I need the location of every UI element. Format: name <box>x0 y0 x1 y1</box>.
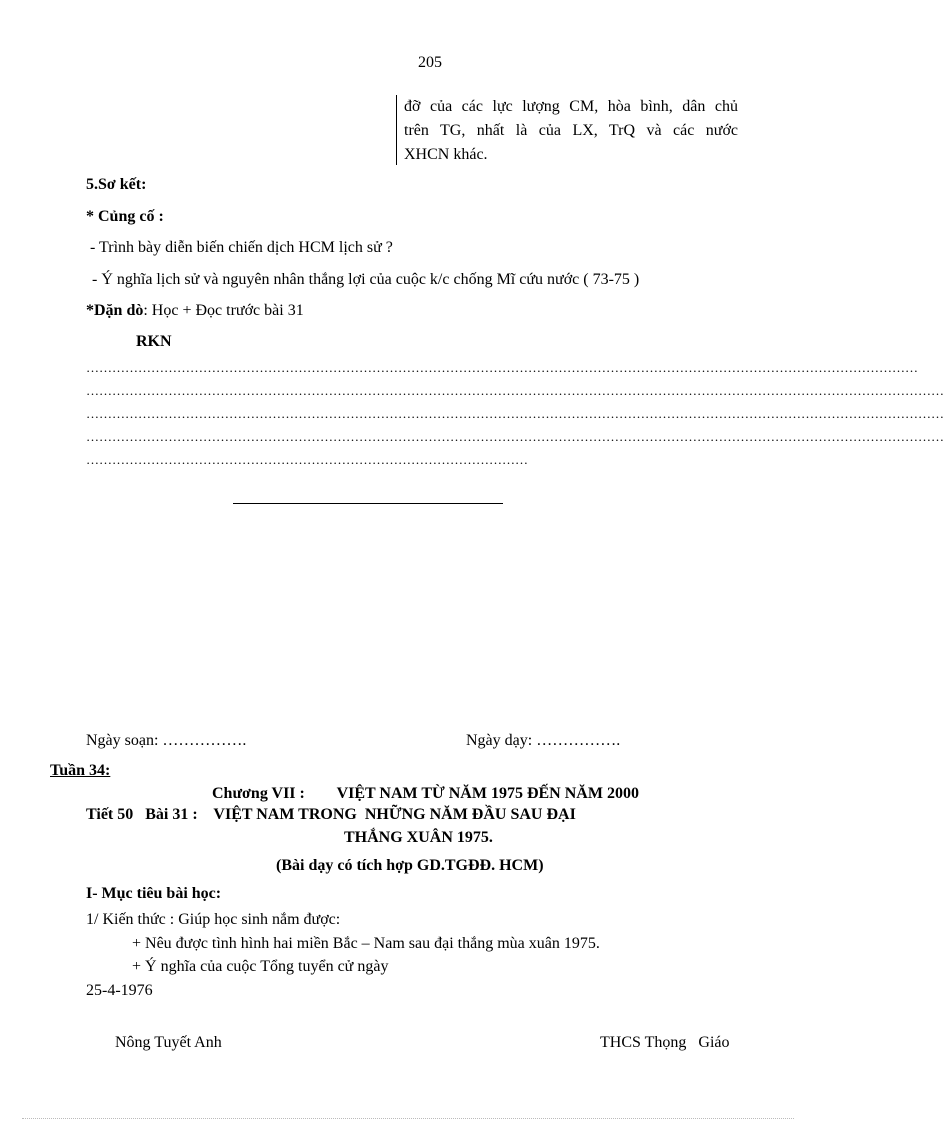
rkn-line-3: ……………………………………………………………………………………………………………………………………………………………………………… <box>86 406 944 421</box>
ngay-soan: Ngày soạn: ……………. <box>86 732 247 749</box>
ngay-day: Ngày dạy: ……………. <box>466 732 621 749</box>
footer-school: THCS Thọng Giáo <box>600 1034 730 1051</box>
homework <box>86 302 304 320</box>
objectives-heading: I- Mục tiêu bài học: <box>86 885 222 902</box>
section-divider <box>233 503 503 504</box>
rkn-line-4: ……………………………………………………………………………………………………………………………………………………………………………… <box>86 429 944 444</box>
column-divider <box>396 95 397 165</box>
rkn-line-5: ………………………………………………………………………………………… <box>86 452 528 467</box>
rkn-line-1: ………………………………………………………………………………………………………………………………………………………………………… <box>86 360 918 375</box>
page-bottom-rule <box>22 1118 794 1119</box>
objective-point-2: + Ý nghĩa của cuộc Tổng tuyển cử ngày <box>132 958 389 975</box>
review-item-2: - Ý nghĩa lịch sử và nguyên nhân thắng lợi của cuộc k/c chống Mĩ cứu nước ( 73-75 ) <box>92 271 640 288</box>
footer-author: Nông Tuyết Anh <box>115 1034 222 1051</box>
continuation-line-1: đỡ của các lực lượng CM, hòa bình, dân chủ <box>404 98 738 115</box>
continuation-line-2: trên TG, nhất là của LX, TrQ và các nước <box>404 122 738 139</box>
dan-do-text: : Học + Đọc trước bài 31 <box>143 302 304 319</box>
so-ket-heading: 5.Sơ kết: <box>86 176 147 193</box>
rkn-label: RKN <box>136 333 172 350</box>
page-number: 205 <box>418 54 442 71</box>
knowledge-line: 1/ Kiến thức : Giúp học sinh nắm được: <box>86 911 341 928</box>
chapter-title: Chương VII : VIỆT NAM TỪ NĂM 1975 ĐẾN NĂM 2000 <box>212 785 639 802</box>
week-label: Tuần 34: <box>50 762 111 779</box>
rkn-line-2: ……………………………………………………………………………………………………………………………………………………………………………… <box>86 383 944 398</box>
lesson-title-line-1: Tiết 50 Bài 31 : VIỆT NAM TRONG NHỮNG NĂM ĐẦU SAU ĐẠI <box>86 806 576 823</box>
dan-do-label: *Dặn dò <box>86 302 144 319</box>
review-item-1: - Trình bày diễn biến chiến dịch HCM lịch sử ? <box>90 239 393 256</box>
lesson-note: (Bài dạy có tích hợp GD.TGĐĐ. HCM) <box>276 857 544 874</box>
objective-point-1: + Nêu được tình hình hai miền Bắc – Nam sau đại thắng mùa xuân 1975. <box>132 935 600 952</box>
objective-date: 25-4-1976 <box>86 982 153 999</box>
lesson-title-line-2: THẮNG XUÂN 1975. <box>344 829 493 846</box>
continuation-line-3: XHCN khác. <box>404 146 488 163</box>
cung-co-heading: * Củng cố : <box>86 208 164 225</box>
